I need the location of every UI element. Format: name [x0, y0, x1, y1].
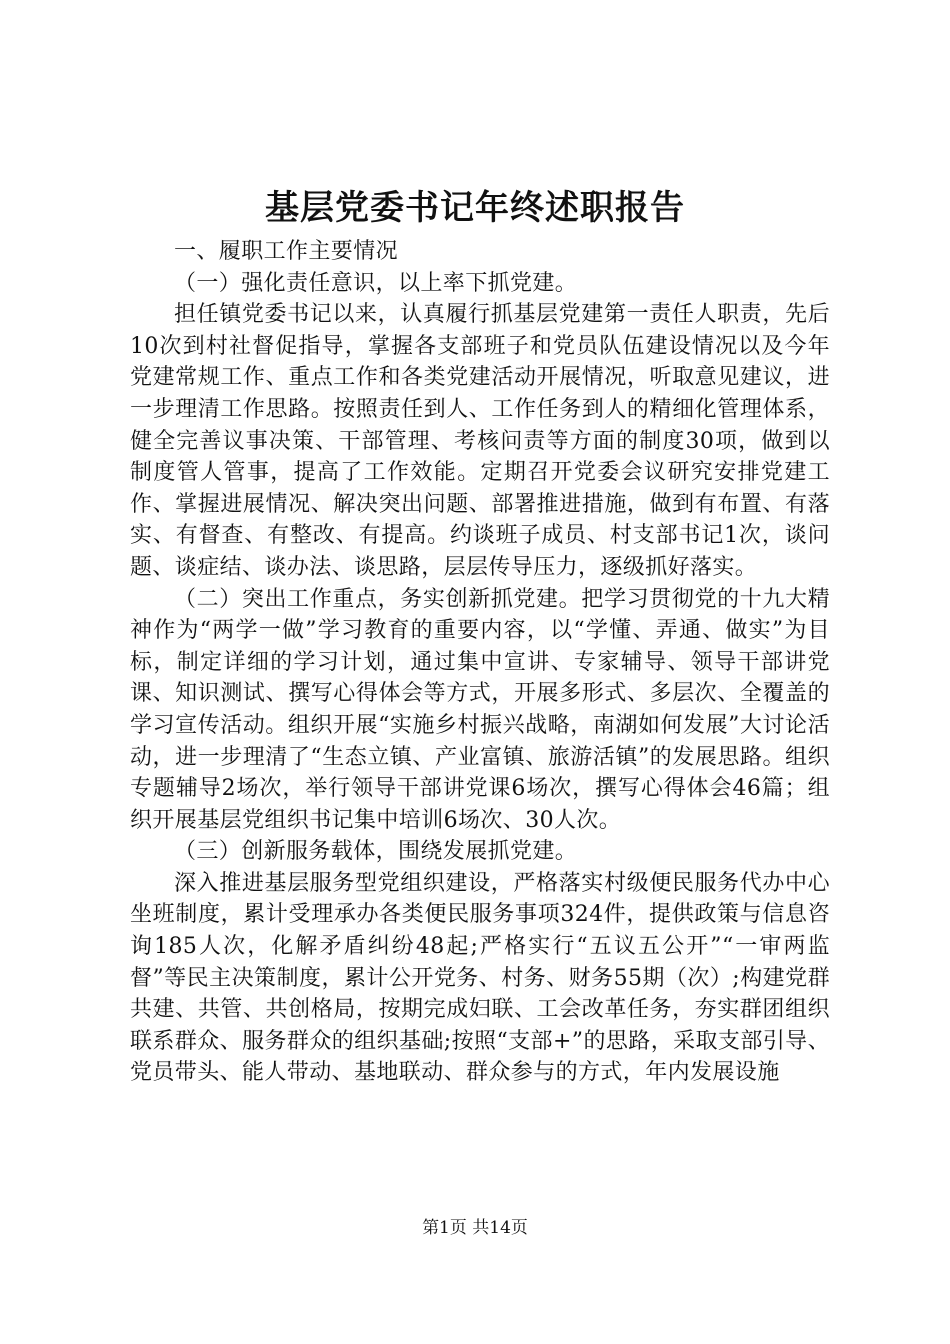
paragraph-3: 深入推进基层服务型党组织建设，严格落实村级便民服务代办中心坐班制度，累计受理承办各类便民服务事项324件，提供政策与信息咨询185人次，化解矛盾纠纷48起;严格实行“五议五公开”“一审两监督”等民主决策制度，累计公开党务、村务、财务55期（次）;构建党群共建、共管、共创格局，按期完成妇联、工会改革任务，夯实群团组织联系群众、服务群众的组织基础;按照“支部+”的思路，采取支部引导、党员带头、能人带动、基地联动、群众参与的方式，年内发展设施 [130, 870, 830, 1086]
subsection-heading-1: （一）强化责任意识，以上率下抓党建。 [174, 270, 578, 296]
document-body [130, 236, 830, 1089]
paragraph-2: （二）突出工作重点，务实创新抓党建。把学习贯彻党的十九大精神作为“两学一做”学习教育的重要内容，以“学懂、弄通、做实”为目标，制定详细的学习计划，通过集中宣讲、专家辅导、领导干部讲党课、知识测试、撰写心得体会等方式，开展多形式、多层次、全覆盖的学习宣传活动。组织开展“实施乡村振兴战略，南湖如何发展”大讨论活动，进一步理清了“生态立镇、产业富镇、旅游活镇”的发展思路。组织专题辅导2场次，举行领导干部讲党课6场次，撰写心得体会46篇；组织开展基层党组织书记集中培训6场次、30人次。 [130, 586, 830, 833]
paragraph-1: 担任镇党委书记以来，认真履行抓基层党建第一责任人职责，先后10次到村社督促指导，掌握各支部班子和党员队伍建设情况以及今年党建常规工作、重点工作和各类党建活动开展情况，听取意见建议，进一步理清工作思路。按照责任到人、工作任务到人的精细化管理体系，健全完善议事决策、干部管理、考核问责等方面的制度30项，做到以制度管人管事，提高了工作效能。定期召开党委会议研究安排党建工作、掌握进展情况、解决突出问题、部署推进措施，做到有布置、有落实、有督查、有整改、有提高。约谈班子成员、村支部书记1次，谈问题、谈症结、谈办法、谈思路，层层传导压力，逐级抓好落实。 [130, 302, 830, 580]
subsection-heading-3: （三）创新服务载体，围绕发展抓党建。 [174, 839, 578, 865]
page-number-footer: 第1页 共14页 [422, 1218, 528, 1238]
document-title: 基层党委书记年终述职报告 [265, 188, 685, 228]
section-heading: 一、履职工作主要情况 [174, 239, 399, 264]
